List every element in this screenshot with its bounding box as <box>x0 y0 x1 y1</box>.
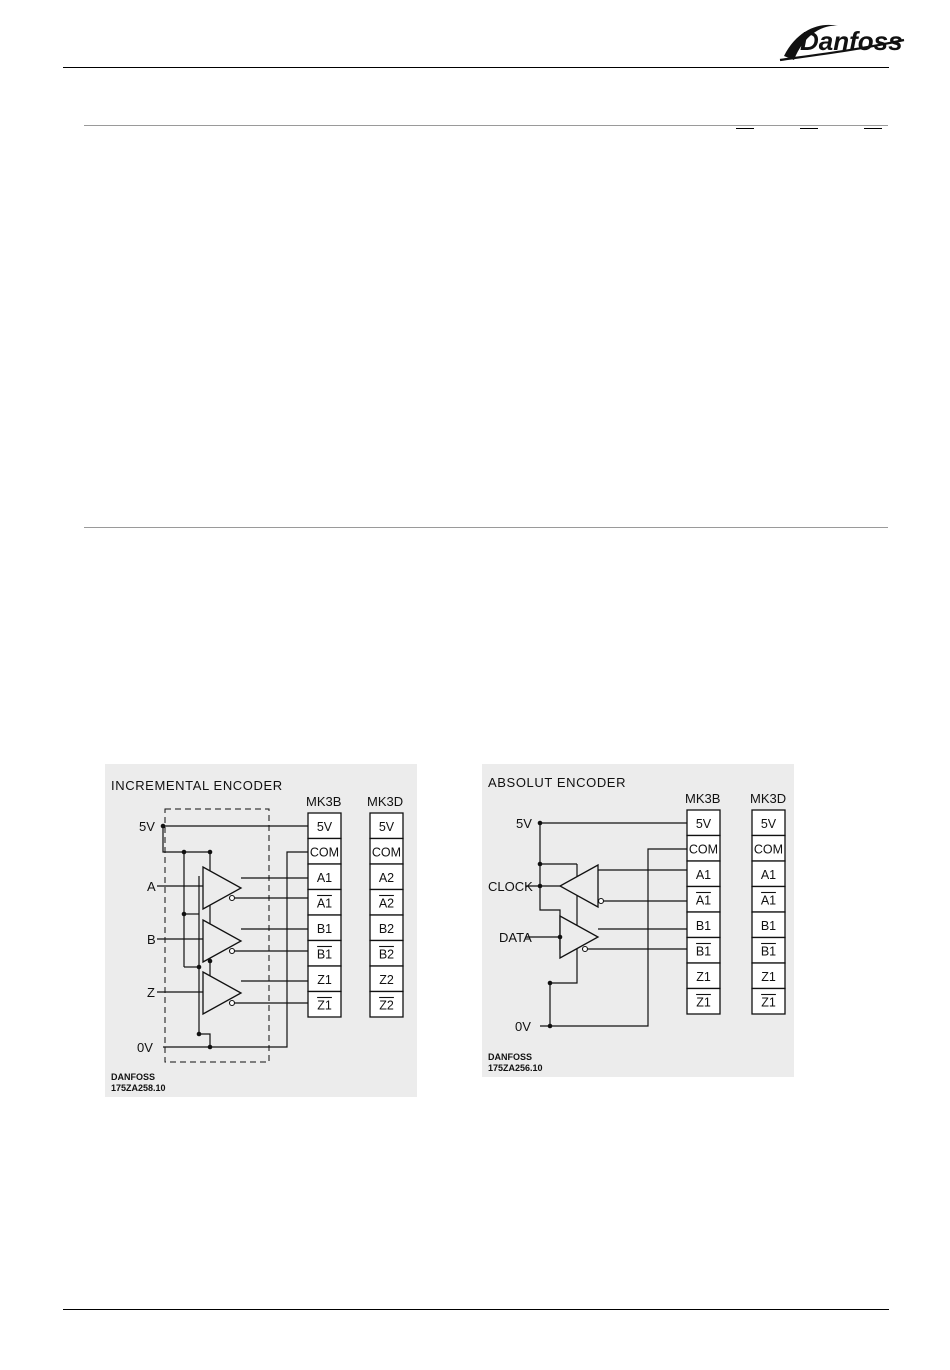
terminal-cell <box>308 992 341 1018</box>
terminal-label: 5V <box>695 816 712 831</box>
terminal-label: Z1 <box>761 995 776 1010</box>
terminal-label: A1 <box>760 867 777 882</box>
junction-5v <box>161 824 166 829</box>
drawing-source: DANFOSS <box>488 1052 533 1062</box>
terminal-cell <box>687 912 720 938</box>
line-driver-b <box>203 920 241 962</box>
terminal-cell <box>752 989 785 1015</box>
column-header-mk3d: MK3D <box>367 794 404 809</box>
section-rule-top <box>84 125 888 126</box>
terminal-strip-mk3b <box>308 813 341 1017</box>
incremental-encoder-schematic <box>105 764 417 1097</box>
terminal-label: A1 <box>760 893 777 908</box>
signal-label-clock: CLOCK <box>488 879 533 894</box>
signal-label-z: Z <box>147 985 155 1000</box>
terminal-strip-mk3d <box>370 813 403 1017</box>
junction-0v <box>548 1024 553 1029</box>
clock-receiver <box>560 865 598 907</box>
terminal-cell <box>687 963 720 989</box>
terminal-cell <box>370 813 403 839</box>
terminal-label: Z2 <box>379 972 394 987</box>
terminal-label: 5V <box>760 816 777 831</box>
drawing-source: DANFOSS <box>111 1072 156 1082</box>
terminal-cell <box>752 861 785 887</box>
junction-clock <box>538 884 543 889</box>
signal-label-a: A <box>147 879 156 894</box>
terminal-label: 5V <box>316 819 333 834</box>
terminal-label: B1 <box>760 918 777 933</box>
terminal-label: 5V <box>378 819 395 834</box>
terminal-label: COM <box>753 842 784 857</box>
terminal-cell <box>687 836 720 862</box>
terminal-label: B1 <box>695 944 712 959</box>
danfoss-logo <box>778 16 908 68</box>
terminal-label: Z1 <box>696 969 711 984</box>
signal-label-5v: 5V <box>139 819 155 834</box>
terminal-cell <box>308 890 341 916</box>
signal-label-data: DATA <box>499 930 532 945</box>
terminal-cell <box>687 861 720 887</box>
terminal-cell <box>752 836 785 862</box>
terminal-cell <box>370 864 403 890</box>
signal-label-0v: 0V <box>137 1040 153 1055</box>
terminal-cell <box>370 890 403 916</box>
terminal-label: A1 <box>695 867 712 882</box>
terminal-label: Z2 <box>379 998 394 1013</box>
terminal-label: A2 <box>378 896 395 911</box>
terminal-label: COM <box>309 845 340 860</box>
terminal-cell <box>308 813 341 839</box>
diagram-title: INCREMENTAL ENCODER <box>111 778 283 793</box>
terminal-cell <box>752 810 785 836</box>
terminal-cell <box>308 941 341 967</box>
incremental-encoder-diagram <box>105 764 417 1097</box>
junction-0v <box>208 1045 213 1050</box>
line-driver-a <box>203 867 241 909</box>
junction <box>182 912 187 917</box>
terminal-label: B1 <box>316 921 333 936</box>
terminal-label: COM <box>371 845 402 860</box>
drawing-number: 175ZA258.10 <box>111 1083 166 1093</box>
junction <box>548 981 553 986</box>
drawing-number: 175ZA256.10 <box>488 1063 543 1073</box>
header-rule <box>63 67 889 68</box>
inverter-bubble-a <box>230 896 235 901</box>
line-driver-z <box>203 972 241 1014</box>
junction <box>197 965 202 970</box>
terminal-cell <box>752 938 785 964</box>
section-rule-middle <box>84 527 888 528</box>
terminal-cell <box>370 839 403 865</box>
terminal-cell <box>308 864 341 890</box>
terminal-cell <box>370 966 403 992</box>
terminal-cell <box>687 938 720 964</box>
terminal-cell <box>370 915 403 941</box>
diagram-title: ABSOLUT ENCODER <box>488 775 627 790</box>
terminal-cell <box>752 963 785 989</box>
column-header-mk3d: MK3D <box>750 791 787 806</box>
terminal-cell <box>687 810 720 836</box>
terminal-label: B2 <box>378 921 395 936</box>
terminal-label: A1 <box>316 896 333 911</box>
terminal-strip-mk3d <box>752 810 785 1014</box>
wire-0v-com <box>163 852 308 1047</box>
footer-rule <box>63 1309 889 1310</box>
terminal-label: Z1 <box>761 969 776 984</box>
junction-data <box>558 935 563 940</box>
junction <box>182 850 187 855</box>
terminal-cell <box>308 915 341 941</box>
terminal-label: B1 <box>760 944 777 959</box>
terminal-label: B2 <box>378 947 395 962</box>
overline-mark-2 <box>800 128 818 129</box>
column-header-mk3b: MK3B <box>685 791 721 806</box>
junction <box>208 959 213 964</box>
junction <box>197 1032 202 1037</box>
junction-5v <box>538 821 543 826</box>
absolute-encoder-schematic <box>482 764 794 1077</box>
terminal-cell <box>308 966 341 992</box>
inverter-bubble-data <box>583 947 588 952</box>
signal-label-5v: 5V <box>516 816 532 831</box>
column-header-mk3b: MK3B <box>306 794 342 809</box>
terminal-strip-mk3b <box>687 810 720 1014</box>
terminal-cell <box>308 839 341 865</box>
terminal-cell <box>370 941 403 967</box>
logo-wordmark: Danfoss <box>800 26 903 56</box>
terminal-label: A1 <box>695 893 712 908</box>
inverter-bubble-z <box>230 1001 235 1006</box>
overline-mark-3 <box>864 128 882 129</box>
overline-mark-1 <box>736 128 754 129</box>
terminal-cell <box>752 912 785 938</box>
terminal-label: B1 <box>695 918 712 933</box>
terminal-cell <box>752 887 785 913</box>
signal-label-b: B <box>147 932 156 947</box>
terminal-cell <box>687 887 720 913</box>
inverter-bubble-b <box>230 949 235 954</box>
terminal-label: A1 <box>316 870 333 885</box>
terminal-cell <box>370 992 403 1018</box>
absolute-encoder-diagram <box>482 764 794 1077</box>
terminal-label: Z1 <box>696 995 711 1010</box>
junction <box>208 850 213 855</box>
terminal-cell <box>687 989 720 1015</box>
signal-label-0v: 0V <box>515 1019 531 1034</box>
terminal-label: A2 <box>378 870 395 885</box>
terminal-label: B1 <box>316 947 333 962</box>
data-driver <box>560 916 598 958</box>
terminal-label: Z1 <box>317 972 332 987</box>
junction <box>538 862 543 867</box>
terminal-label: COM <box>688 842 719 857</box>
terminal-label: Z1 <box>317 998 332 1013</box>
inverter-bubble-clock <box>599 899 604 904</box>
